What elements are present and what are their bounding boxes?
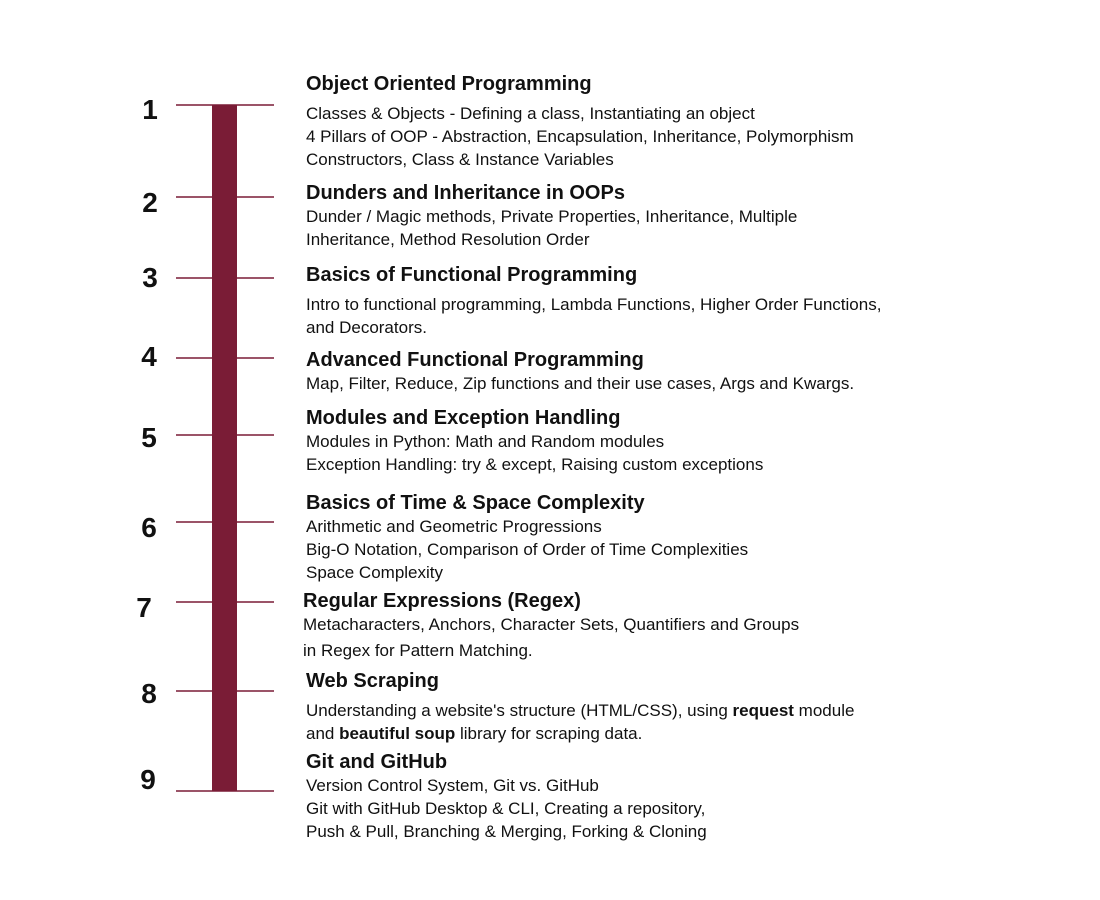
module-line: Inheritance, Method Resolution Order xyxy=(306,230,590,249)
module-line: Space Complexity xyxy=(306,563,444,582)
module-title: Regular Expressions (Regex) xyxy=(303,590,581,612)
text-segment: module xyxy=(793,701,855,720)
module-line: Modules in Python: Math and Random modules xyxy=(306,432,665,451)
module-advanced-functional-programming xyxy=(306,348,1006,395)
module-git-github xyxy=(306,750,1006,843)
module-line: Arithmetic and Geometric Progressions xyxy=(306,517,602,536)
module-line: 4 Pillars of OOP - Abstraction, Encapsulation, Inheritance, Polymorphism xyxy=(306,127,854,146)
text-segment: library for scraping data. xyxy=(455,724,643,743)
module-title: Dunders and Inheritance in OOPs xyxy=(306,182,625,204)
step-number-6: 6 xyxy=(141,512,157,543)
text-segment: and xyxy=(306,724,340,743)
module-line: Dunder / Magic methods, Private Properties, Inheritance, Multiple xyxy=(306,207,798,226)
module-title: Web Scraping xyxy=(306,670,439,692)
step-number-5: 5 xyxy=(141,422,157,453)
module-dunders-inheritance xyxy=(306,181,1006,251)
module-title: Git and GitHub xyxy=(306,751,448,773)
module-line: Version Control System, Git vs. GitHub xyxy=(306,776,599,795)
module-object-oriented-programming xyxy=(306,72,1006,171)
module-title: Basics of Time & Space Complexity xyxy=(306,492,645,514)
text-segment: Understanding a website's structure (HTML/CSS), using xyxy=(306,701,733,720)
step-number-3: 3 xyxy=(142,262,158,293)
step-number-1: 1 xyxy=(142,94,158,125)
module-line xyxy=(306,699,1006,722)
module-line: Classes & Objects - Defining a class, Instantiating an object xyxy=(306,104,755,123)
step-number-4: 4 xyxy=(141,341,157,372)
step-number-7: 7 xyxy=(136,592,152,623)
module-modules-exception-handling xyxy=(306,406,1006,476)
module-line xyxy=(306,722,1006,745)
step-number-9: 9 xyxy=(140,764,156,795)
module-line: Intro to functional programming, Lambda Functions, Higher Order Functions, xyxy=(306,295,882,314)
module-regular-expressions xyxy=(303,589,1003,662)
module-title: Modules and Exception Handling xyxy=(306,407,621,429)
bold-term-beautiful-soup: beautiful soup xyxy=(339,724,456,743)
module-line: Git with GitHub Desktop & CLI, Creating a repository, xyxy=(306,799,706,818)
module-line: Map, Filter, Reduce, Zip functions and their use cases, Args and Kwargs. xyxy=(306,374,855,393)
module-title: Advanced Functional Programming xyxy=(306,349,644,371)
module-line: in Regex for Pattern Matching. xyxy=(303,641,533,660)
timeline-bar xyxy=(212,105,237,791)
step-number-2: 2 xyxy=(142,187,158,218)
module-line: Metacharacters, Anchors, Character Sets, Quantifiers and Groups xyxy=(303,615,800,634)
step-number-8: 8 xyxy=(141,678,157,709)
module-title: Object Oriented Programming xyxy=(306,73,592,95)
bold-term-request: request xyxy=(732,701,794,720)
module-basics-functional-programming xyxy=(306,263,1006,339)
module-title: Basics of Functional Programming xyxy=(306,264,638,286)
module-line: Big-O Notation, Comparison of Order of Time Complexities xyxy=(306,540,749,559)
module-line: Constructors, Class & Instance Variables xyxy=(306,150,614,169)
module-line: and Decorators. xyxy=(306,318,427,337)
module-time-space-complexity xyxy=(306,491,1006,584)
module-line: Push & Pull, Branching & Merging, Forking & Cloning xyxy=(306,822,707,841)
module-web-scraping xyxy=(306,669,1006,745)
module-line: Exception Handling: try & except, Raising custom exceptions xyxy=(306,455,764,474)
